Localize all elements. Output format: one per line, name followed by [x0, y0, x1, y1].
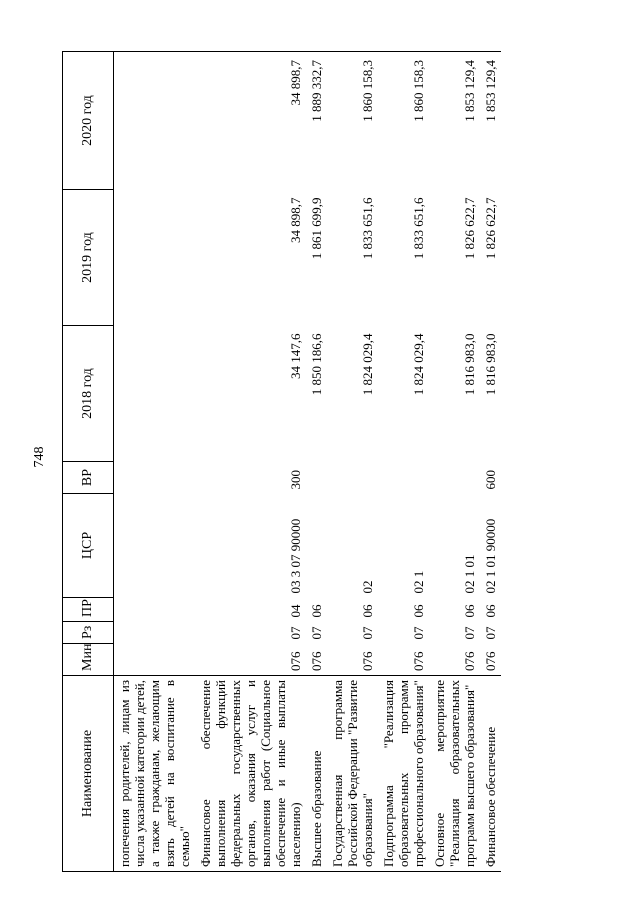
table-row	[306, 52, 327, 872]
table-row	[480, 52, 501, 872]
cell-pr: 06	[411, 604, 426, 618]
cell-y2019: 34 898,7	[288, 197, 303, 243]
cell-name: Высшее образование	[306, 676, 327, 872]
header-row	[63, 52, 114, 872]
cell-csr: 02 1 01 90000	[483, 518, 498, 594]
cell-vr	[114, 462, 196, 494]
cell-y2019: 1 861 699,9	[309, 197, 324, 260]
header-rz: Рз	[63, 622, 114, 644]
page-number: 748	[32, 446, 47, 468]
cell-name: Государственная программа Российской Федерации "Развитие образования"	[327, 676, 378, 872]
cell-min	[114, 644, 196, 676]
cell-rz: 07	[360, 626, 375, 640]
cell-y2020: 1 853 129,4	[429, 52, 480, 190]
cell-pr: 06	[309, 604, 324, 618]
cell-rz	[114, 622, 196, 644]
cell-name: Финансовое обеспечение выполнения функций федеральных государственных органов, оказания услуг и выполнения работ (Социальное обеспечение и иные выплаты населению)	[195, 676, 306, 872]
header-min: Мин	[63, 644, 114, 676]
table-row	[378, 52, 429, 872]
cell-vr	[306, 462, 327, 494]
header-name: Наименование	[63, 676, 114, 872]
cell-vr	[327, 462, 378, 494]
cell-vr	[378, 462, 429, 494]
cell-csr: 03 3 07 90000	[288, 518, 303, 594]
cell-y2018: 1 824 029,4	[360, 333, 375, 396]
cell-min: 076	[360, 651, 375, 671]
cell-min: 076	[288, 651, 303, 671]
cell-name: Подпрограмма "Реализация образовательных программ профессионального образования"	[378, 676, 429, 872]
cell-csr	[114, 494, 196, 598]
cell-pr: 06	[483, 604, 498, 618]
cell-y2018: 34 147,6	[288, 333, 303, 379]
header-2019: 2019 год	[63, 190, 114, 326]
cell-y2019	[114, 190, 196, 326]
cell-name: попечения родителей, лицам из числа указанной категории детей, а также гражданам, желающим взять детей на воспитание в семью"	[114, 676, 196, 872]
cell-min: 076	[483, 651, 498, 671]
cell-vr	[429, 462, 480, 494]
cell-min: 076	[309, 651, 324, 671]
cell-csr: 02 1	[411, 570, 426, 594]
table-row	[429, 52, 480, 872]
cell-min: 076	[462, 651, 477, 671]
header-csr: ЦСР	[63, 494, 114, 598]
cell-pr: 06	[462, 604, 477, 618]
cell-y2019: 1 833 651,6	[360, 197, 375, 260]
cell-rz: 07	[309, 626, 324, 640]
cell-csr: 02 1 01	[462, 554, 477, 594]
cell-y2018	[114, 326, 196, 462]
cell-pr: 04	[288, 604, 303, 618]
cell-name: Основное мероприятие "Реализация образовательных программ высшего образования"	[429, 676, 480, 872]
cell-y2018: 1 824 029,4	[411, 333, 426, 396]
header-2018: 2018 год	[63, 326, 114, 462]
cell-y2018: 1 850 186,6	[309, 333, 324, 396]
cell-pr	[114, 598, 196, 622]
cell-y2020: 1 889 332,7	[306, 52, 327, 190]
cell-rz: 07	[288, 626, 303, 640]
cell-y2020: 1 860 158,3	[327, 52, 378, 190]
cell-vr: 300	[288, 470, 303, 490]
cell-rz: 07	[411, 626, 426, 640]
cell-y2018: 1 816 983,0	[462, 333, 477, 396]
cell-y2020: 1 860 158,3	[378, 52, 429, 190]
cell-y2019: 1 826 622,7	[462, 197, 477, 260]
cell-y2020: 34 898,7	[195, 52, 306, 190]
cell-rz: 07	[483, 626, 498, 640]
cell-min: 076	[411, 651, 426, 671]
table-row	[114, 52, 196, 872]
cell-y2019: 1 826 622,7	[483, 197, 498, 260]
cell-pr: 06	[360, 604, 375, 618]
cell-y2018: 1 816 983,0	[483, 333, 498, 396]
cell-name: Финансовое обеспечение	[480, 676, 501, 872]
header-pr: ПР	[63, 598, 114, 622]
table-row	[195, 52, 306, 872]
cell-vr: 600	[483, 470, 498, 490]
rotated-table-container	[62, 12, 602, 892]
header-vr: ВР	[63, 462, 114, 494]
header-2020: 2020 год	[63, 52, 114, 190]
cell-y2020: 1 853 129,4	[480, 52, 501, 190]
cell-csr	[306, 494, 327, 598]
table-row	[327, 52, 378, 872]
cell-y2020	[114, 52, 196, 190]
budget-table	[62, 51, 501, 872]
cell-csr: 02	[360, 580, 375, 594]
cell-rz: 07	[462, 626, 477, 640]
cell-y2019: 1 833 651,6	[411, 197, 426, 260]
